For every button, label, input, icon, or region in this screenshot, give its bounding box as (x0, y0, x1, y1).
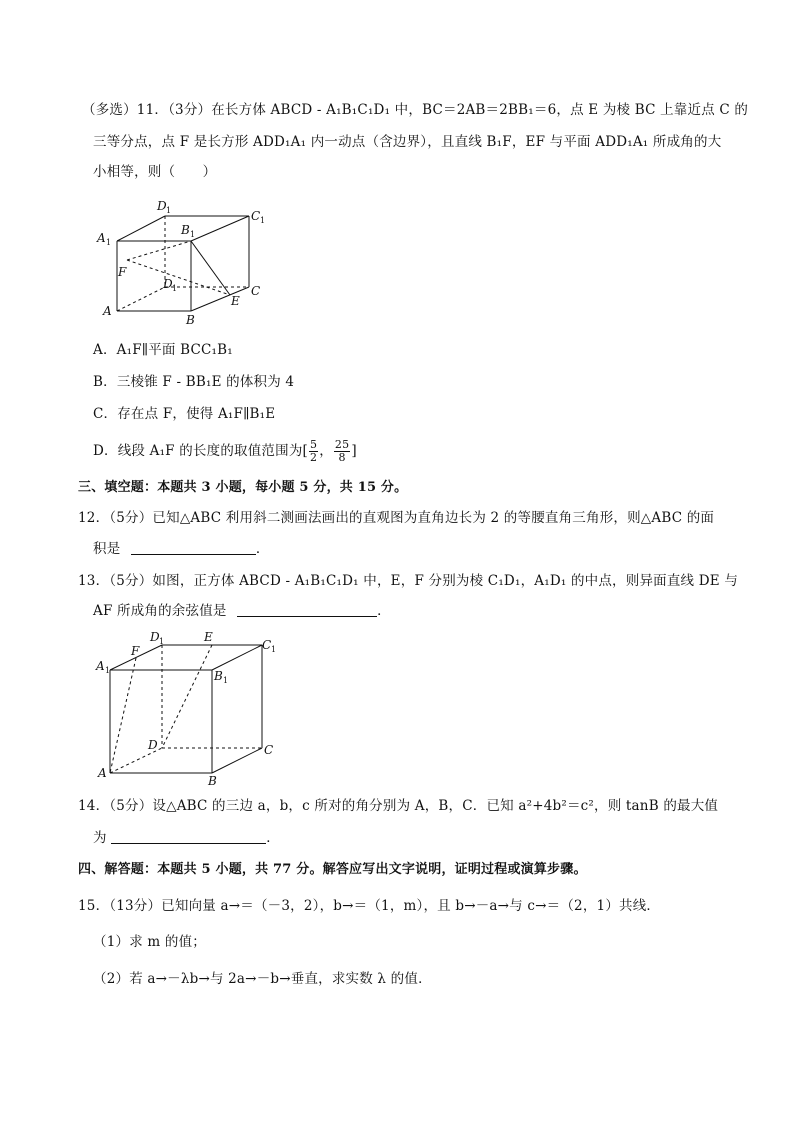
svg-text:1: 1 (166, 206, 172, 215)
label-c: C (251, 284, 261, 298)
svg-text:1: 1 (106, 238, 112, 247)
q14-line-2: 为 ． (93, 830, 280, 846)
q11-option-c: C．存在点 F，使得 A₁F∥B₁E (93, 406, 276, 422)
q12-line-2: 积是 ． (93, 541, 270, 557)
q15-part-1: （1）求 m 的值； (93, 934, 206, 950)
figure-cuboid (95, 195, 275, 330)
label-e: E (204, 630, 213, 644)
q14-line-1: 14．（5分）设△ABC 的三边 a，b，c 所对的角分别为 A，B，C．已知 a²+4b²＝c²，则 tanB 的最大值 (78, 798, 719, 814)
label-e: E (231, 294, 240, 308)
svg-text:1: 1 (105, 666, 111, 675)
q11-line-3: 小相等，则（ ） (93, 164, 217, 180)
label-a: A (98, 766, 107, 780)
svg-text:1: 1 (223, 676, 229, 685)
section-3-heading: 三、填空题：本题共 3 小题，每小题 5 分，共 15 分。 (78, 480, 408, 495)
q12-line-1: 12．（5分）已知△ABC 利用斜二测画法画出的直观图为直角边长为 2 的等腰直角三角形，则△ABC 的面 (78, 510, 715, 526)
svg-text:1: 1 (260, 216, 266, 225)
label-f: F (131, 644, 140, 658)
q13-line-2: AF 所成角的余弦值是 ． (93, 603, 391, 619)
svg-text:1: 1 (271, 645, 277, 654)
q11-line-1: （多选）11．（3分）在长方体 ABCD - A₁B₁C₁D₁ 中，BC＝2AB＝2BB₁＝6，点 E 为棱 BC 上靠近点 C 的 (82, 102, 749, 118)
label-d1: D (150, 630, 160, 644)
label-b1: B (214, 669, 223, 683)
label-a1: A (97, 231, 106, 245)
label-b: B (186, 313, 195, 327)
label-c1: C (262, 638, 272, 652)
fraction-25-8: $\frac{25}{8}$ (334, 438, 350, 464)
figure-cube (92, 628, 292, 788)
q14-answer-blank[interactable] (111, 829, 266, 844)
label-d1: D (157, 199, 167, 213)
q11-option-d: D．线段 A₁F 的长度的取值范围为[ $\frac{5}{2}$ ， $\frac{25}{8}$ ] (93, 438, 357, 464)
label-a1: A (96, 659, 105, 673)
q11-option-b: B．三棱锥 F - BB₁E 的体积为 4 (93, 374, 295, 390)
label-a: A (103, 304, 112, 318)
label-d: D (163, 277, 173, 291)
label-b: B (208, 774, 217, 788)
fraction-5-2: $\frac{5}{2}$ (310, 438, 318, 464)
q15-line-1: 15．（13分）已知向量 a→＝（－3，2），b→＝（1，m），且 b→－a→与 c→＝（2，1）共线． (78, 898, 661, 914)
label-f: F (118, 265, 127, 279)
svg-text:1: 1 (172, 284, 178, 293)
label-d: D (148, 738, 158, 752)
svg-text:1: 1 (190, 230, 196, 239)
q11-option-a: A．A₁F∥平面 BCC₁B₁ (93, 342, 233, 358)
svg-text:1: 1 (159, 637, 165, 646)
q15-part-2: （2）若 a→－λb→与 2a→－b→垂直，求实数 λ 的值． (93, 971, 432, 987)
q11-line-2: 三等分点，点 F 是长方形 ADD₁A₁ 内一动点（含边界），且直线 B₁F，EF 与平面 ADD₁A₁ 所成角的大 (93, 134, 722, 150)
label-c: C (264, 743, 274, 757)
label-b1: B (181, 223, 190, 237)
section-4-heading: 四、解答题：本题共 5 小题，共 77 分。解答应写出文字说明，证明过程或演算步骤。 (78, 862, 587, 877)
label-c1: C (251, 209, 261, 223)
q13-line-1: 13．（5分）如图，正方体 ABCD - A₁B₁C₁D₁ 中，E，F 分别为棱 C₁D₁，A₁D₁ 的中点，则异面直线 DE 与 (78, 573, 739, 589)
q12-answer-blank[interactable] (131, 540, 256, 555)
q13-answer-blank[interactable] (237, 602, 377, 617)
